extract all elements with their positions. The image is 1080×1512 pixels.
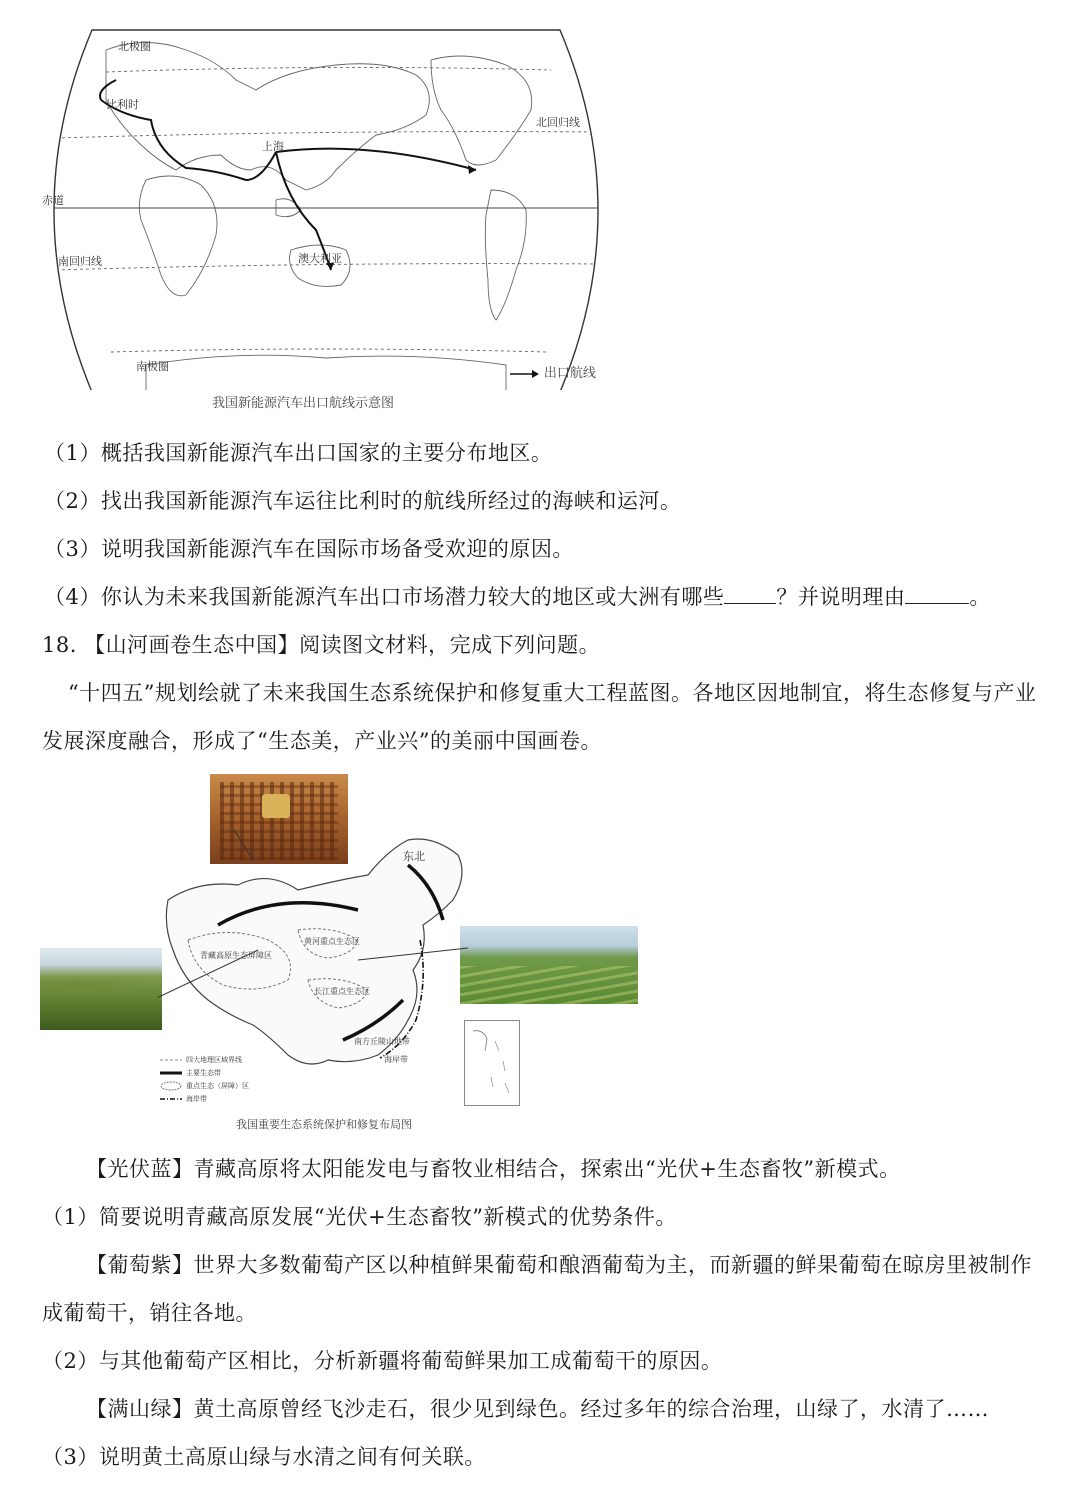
pv-heading: 【光伏蓝】青藏高原将太阳能发电与畜牧业相结合，探索出“光伏+生态畜牧”新模式。 [86, 1157, 901, 1181]
terraced-hills-photo [460, 926, 638, 1004]
answer-blank-1[interactable] [724, 583, 776, 604]
q17-sub3: （3）说明我国新能源汽车在国际市场备受欢迎的原因。 [44, 537, 574, 561]
q18-intro-line2: 发展深度融合，形成了“生态美，产业兴”的美丽中国画卷。 [42, 729, 602, 753]
pv-question: （1）简要说明青藏高原发展“光伏+生态畜牧”新模式的优势条件。 [42, 1205, 677, 1229]
legend-key-zone: 重点生态（屏障）区 [186, 1082, 249, 1090]
q17-sub4-part3: 。 [969, 585, 991, 609]
route-arrow-legend-icon [510, 368, 540, 380]
green-paragraph: 【满山绿】黄土高原曾经飞沙走石，很少见到绿色。经过多年的综合治理，山绿了，水清了…… [86, 1397, 989, 1421]
label-tropic-cancer: 北回归线 [536, 116, 580, 129]
q18-title: 18. 【山河画卷生态中国】阅读图文材料，完成下列问题。 [42, 633, 601, 657]
q17-sub4-part2: ？并说明理由 [776, 585, 906, 609]
pasture-photo [40, 948, 162, 1030]
legend-label: 出口航线 [543, 366, 596, 381]
label-northeast: 东北 [403, 850, 425, 863]
china-map-caption: 我国重要生态系统保护和修复布局图 [236, 1118, 412, 1131]
grape-paragraph-line2: 成葡萄干，销往各地。 [42, 1301, 257, 1325]
answer-blank-2[interactable] [905, 583, 969, 604]
label-tropic-capricorn: 南回归线 [58, 255, 102, 268]
label-belgium: 比利时 [106, 98, 139, 111]
china-map-legend [160, 1055, 249, 1103]
q17-sub1: （1）概括我国新能源汽车出口国家的主要分布地区。 [44, 441, 553, 465]
map-frame [54, 30, 598, 390]
green-question: （3）说明黄土高原山绿与水清之间有何关联。 [42, 1445, 486, 1469]
inset-graphic [465, 1021, 519, 1105]
grape-paragraph-line1: 【葡萄紫】世界大多数葡萄产区以种植鲜果葡萄和酿酒葡萄为主，而新疆的鲜果葡萄在晾房里被制作 [86, 1253, 1032, 1277]
label-yangtze: 长江重点生态区 [314, 987, 370, 996]
legend-boundary: 四大地理区域界线 [186, 1056, 242, 1064]
label-coast: 海岸带 [384, 1055, 408, 1064]
label-shanghai: 上海 [262, 140, 284, 153]
grape-question: （2）与其他葡萄产区相比，分析新疆将葡萄鲜果加工成葡萄干的原因。 [42, 1349, 723, 1373]
china-eco-map [158, 830, 478, 1114]
q17-sub2: （2）找出我国新能源汽车运往比利时的航线所经过的海峡和运河。 [44, 489, 682, 513]
china-map-graphic [158, 830, 478, 1114]
label-australia: 澳大利亚 [298, 252, 342, 265]
south-china-sea-inset [464, 1020, 520, 1106]
world-route-map [36, 20, 616, 390]
label-yellow-river: 黄河重点生态区 [304, 937, 360, 946]
legend-coast: 海岸带 [186, 1095, 207, 1103]
world-map-legend [510, 362, 596, 381]
label-qinghai-tibet: 青藏高原生态屏障区 [200, 951, 272, 960]
label-south-hills: 南方丘陵山地带 [354, 1037, 410, 1046]
q18-intro-line1: “十四五”规划绘就了未来我国生态系统保护和修复重大工程蓝图。各地区因地制宜，将生态修复与产业 [68, 681, 1037, 705]
world-map-caption: 我国新能源汽车出口航线示意图 [212, 396, 395, 411]
q17-sub4 [44, 582, 991, 612]
q17-sub4-part1: （4）你认为未来我国新能源汽车出口市场潜力较大的地区或大洲有哪些 [44, 585, 725, 609]
label-antarctic-circle: 南极圈 [136, 360, 169, 373]
label-equator: 赤道 [42, 194, 64, 207]
legend-eco-belt: 主要生态带 [186, 1069, 221, 1077]
world-map-graphic [36, 20, 616, 390]
label-arctic-circle: 北极圈 [118, 40, 151, 53]
pointer-to-drying-house [228, 830, 253, 860]
